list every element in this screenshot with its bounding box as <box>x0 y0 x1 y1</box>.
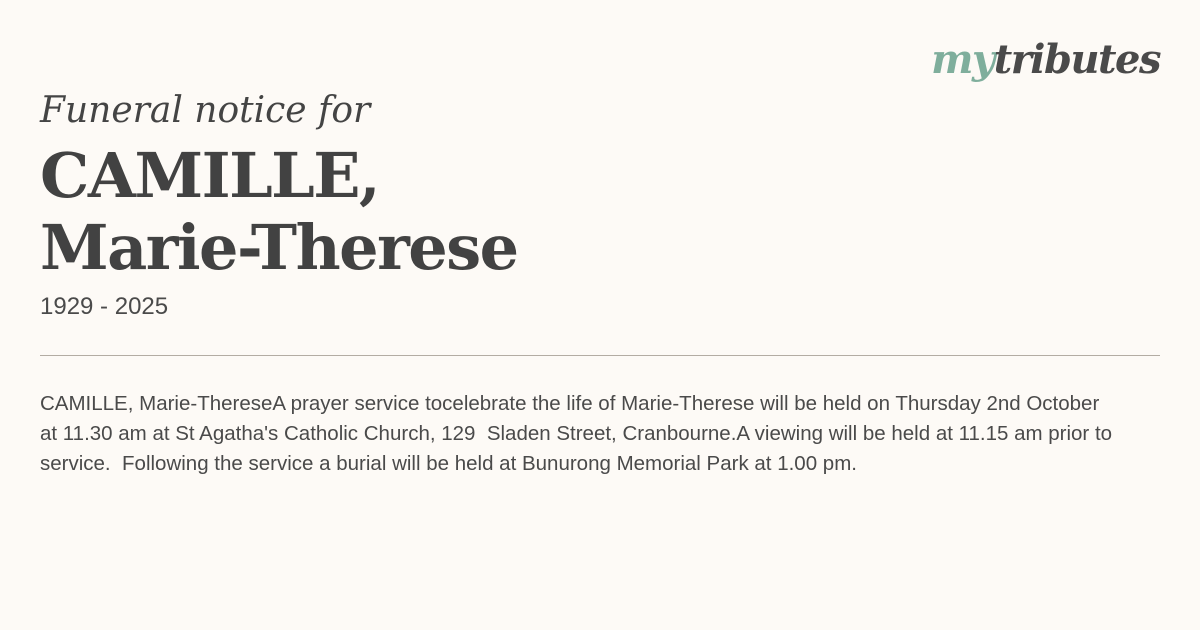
divider <box>40 355 1160 356</box>
logo-prefix: my <box>931 36 994 83</box>
notice-prefix: Funeral notice for <box>40 90 371 131</box>
life-years: 1929 - 2025 <box>40 293 169 320</box>
deceased-name <box>40 140 518 284</box>
notice-body: CAMILLE, Marie-ThereseA prayer service tocelebrate the life of Marie-Therese will be held on Thursday 2nd October at 11.30 am at St Agatha's Catholic Church, 129 Sladen Street, Cranbourne.A viewing will be held at 11.15 am prior to service. Following the service a burial will be held at Bunurong Memorial Park at 1.00 pm. <box>40 392 1118 475</box>
mytributes-logo <box>931 34 1160 86</box>
deceased-given-names: Marie-Therese <box>40 211 518 284</box>
deceased-surname: CAMILLE, <box>40 139 380 212</box>
logo-suffix: tributes <box>993 36 1160 83</box>
